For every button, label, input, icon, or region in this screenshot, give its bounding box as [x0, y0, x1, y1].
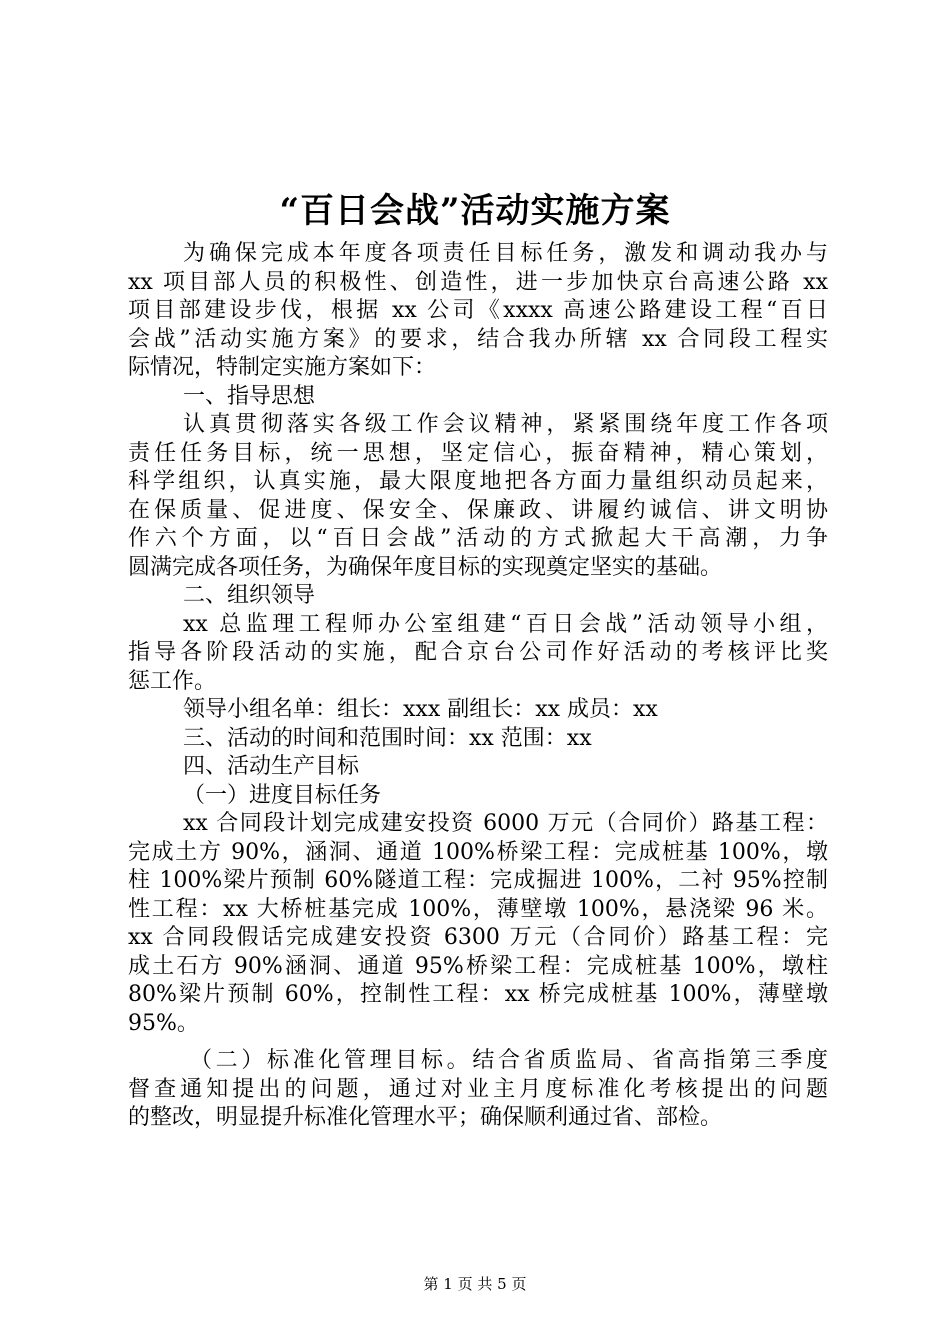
- paragraph-line: 80%梁片预制 60%，控制性工程：xx 桥完成桩基 100%，薄壁墩: [128, 982, 828, 1007]
- paragraph-line: 的整改，明显提升标准化管理水平；确保顺利通过省、部检。: [128, 1105, 723, 1130]
- paragraph-line: xx 合同段假话完成建安投资 6300 万元（合同价）路基工程：完: [128, 925, 828, 950]
- paragraph-line: 认真贯彻落实各级工作会议精神，紧紧围绕年度工作各项: [183, 412, 828, 437]
- paragraph-line: 95%。: [128, 1010, 199, 1036]
- paragraph-line: xx 合同段计划完成建安投资 6000 万元（合同价）路基工程：: [183, 811, 828, 836]
- paragraph-line: 完成土方 90%，涵洞、通道 100%桥梁工程：完成桩基 100%，墩: [128, 839, 828, 865]
- paragraph-line: 柱 100%梁片预制 60%隧道工程：完成掘进 100%，二衬 95%控制: [128, 868, 828, 893]
- paragraph-line: 性工程：xx 大桥桩基完成 100%，薄壁墩 100%，悬浇梁 96 米。: [128, 896, 828, 922]
- paragraph-line: 领导小组名单：组长：xxx 副组长：xx 成员：xx: [183, 697, 658, 722]
- subsection-heading: （一）进度目标任务: [183, 782, 382, 808]
- paragraph-line: xx 项目部人员的积极性、创造性，进一步加快京台高速公路 xx: [128, 269, 828, 295]
- paragraph-line: 在保质量、促进度、保安全、保廉政、讲履约诚信、讲文明协: [128, 497, 828, 523]
- paragraph-line: 作六个方面，以“百日会战”活动的方式掀起大干高潮，力争: [128, 526, 828, 551]
- paragraph-line: 惩工作。: [128, 668, 217, 694]
- paragraph-line: 科学组织，认真实施，最大限度地把各方面力量组织动员起来，: [128, 469, 828, 494]
- section-heading: 一、指导思想: [183, 383, 316, 409]
- paragraph-line: 指导各阶段活动的实施，配合京台公司作好活动的考核评比奖: [128, 640, 828, 665]
- paragraph-line: 会战”活动实施方案》的要求，结合我办所辖 xx 合同段工程实: [128, 326, 828, 352]
- section-heading: 三、活动的时间和范围时间：xx 范围：xx: [183, 725, 592, 751]
- paragraph-line: 际情况，特制定实施方案如下：: [128, 355, 437, 380]
- paragraph-line: （二）标准化管理目标。结合省质监局、省高指第三季度: [190, 1048, 828, 1073]
- section-heading: 二、组织领导: [183, 583, 316, 608]
- paragraph-line: 项目部建设步伐，根据 xx 公司《xxxx 高速公路建设工程“百日: [128, 298, 828, 323]
- document-body: [128, 240, 828, 1133]
- paragraph-line: 成土石方 90%涵洞、通道 95%桥梁工程：完成桩基 100%，墩柱: [128, 953, 828, 979]
- paragraph-line: xx 总监理工程师办公室组建“百日会战”活动领导小组，: [183, 611, 828, 637]
- paragraph-line: 为确保完成本年度各项责任目标任务，激发和调动我办与: [183, 241, 828, 266]
- paragraph-line: 督查通知提出的问题，通过对业主月度标准化考核提出的问题: [128, 1076, 828, 1102]
- document-title: “百日会战”活动实施方案: [279, 191, 671, 231]
- section-heading: 四、活动生产目标: [183, 754, 360, 779]
- paragraph-line: 圆满完成各项任务，为确保年度目标的实现奠定坚实的基础。: [128, 554, 723, 580]
- paragraph-line: 责任任务目标，统一思想，坚定信心，振奋精神，精心策划，: [128, 440, 828, 466]
- page-number: 第 1 页 共 5 页: [423, 1275, 527, 1293]
